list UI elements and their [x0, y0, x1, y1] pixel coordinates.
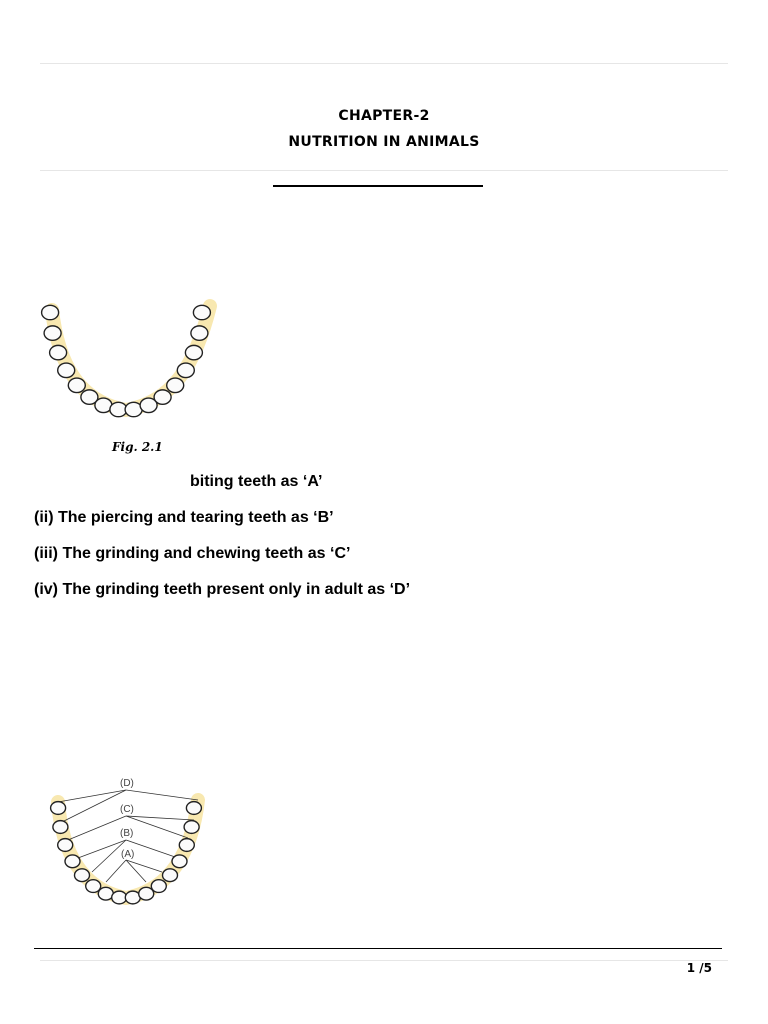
tooth-shape — [58, 363, 75, 377]
tooth-shape — [154, 390, 171, 404]
tooth-shape — [167, 378, 184, 392]
page-title: NUTRITION IN ANIMALS — [288, 134, 480, 150]
tooth-shape — [163, 869, 178, 882]
teeth-diagram-figure — [38, 292, 228, 432]
label-b: (B) — [120, 828, 134, 839]
gum-outline — [52, 306, 210, 410]
footer-rule — [34, 948, 722, 949]
list-item: biting teeth as ‘A’ — [190, 473, 323, 490]
tooth-shape — [184, 821, 199, 834]
tooth-shape — [193, 305, 210, 319]
tooth-shape — [112, 891, 127, 904]
tooth-shape — [58, 839, 73, 852]
tooth-shape — [172, 855, 187, 868]
leader-line — [58, 790, 126, 802]
leader-line — [62, 790, 126, 822]
label-d: (D) — [120, 778, 134, 789]
tooth-shape — [191, 326, 208, 340]
chapter-label: CHAPTER-2 — [338, 108, 430, 124]
label-a: (A) — [121, 849, 135, 860]
leader-line — [126, 790, 198, 800]
leader-line — [68, 816, 126, 840]
tooth-shape — [179, 839, 194, 852]
tooth-shape — [110, 402, 127, 416]
figure-caption: Fig. 2.1 — [112, 440, 163, 454]
list-item: (ii) The piercing and tearing teeth as ‘B’ — [34, 509, 334, 526]
tooth-shape — [151, 880, 166, 893]
tooth-shape — [186, 802, 201, 815]
labelled-teeth-diagram — [44, 772, 214, 914]
leader-line — [106, 860, 126, 882]
tooth-shape — [65, 855, 80, 868]
tooth-shape — [177, 363, 194, 377]
top-divider — [40, 63, 728, 64]
leader-line — [78, 840, 126, 858]
list-item: (iii) The grinding and chewing teeth as ‘C’ — [34, 545, 351, 562]
list-item: (iv) The grinding teeth present only in adult as ‘D’ — [34, 581, 411, 598]
tooth-shape — [42, 305, 59, 319]
tooth-shape — [185, 345, 202, 359]
page-number: 1 /5 — [686, 961, 712, 975]
tooth-shape — [44, 326, 61, 340]
tooth-shape — [50, 345, 67, 359]
footer-divider — [40, 960, 728, 961]
label-c: (C) — [120, 804, 134, 815]
tooth-shape — [75, 869, 90, 882]
tooth-shape — [68, 378, 85, 392]
title-underline — [273, 185, 483, 187]
header-divider — [40, 170, 728, 171]
tooth-shape — [53, 821, 68, 834]
tooth-shape — [51, 802, 66, 815]
